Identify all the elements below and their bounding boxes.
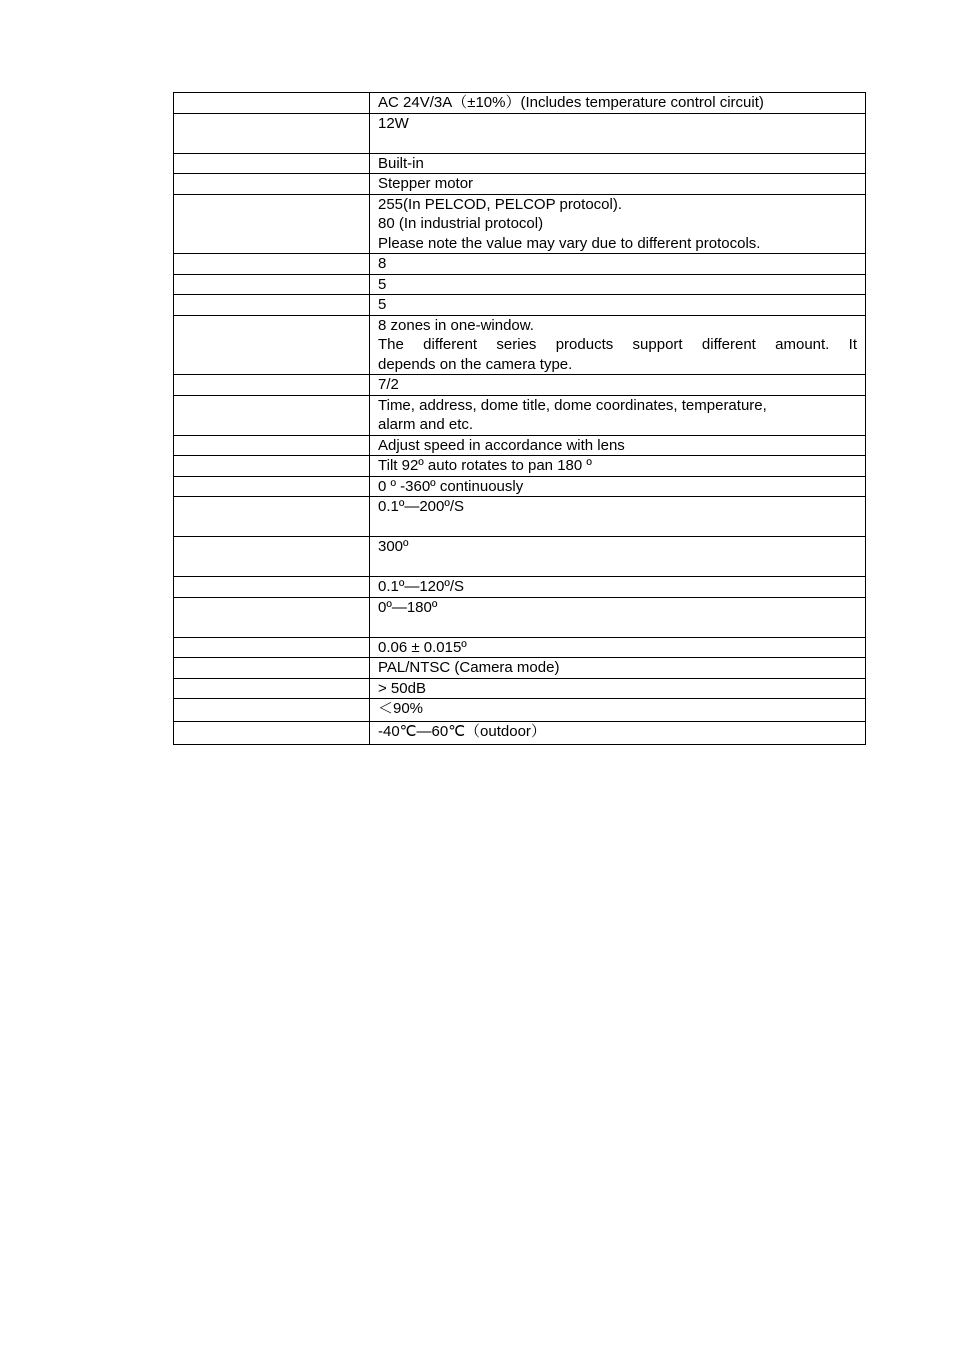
spec-label-cell (174, 153, 370, 174)
spec-value-cell (370, 699, 866, 722)
spec-value-cell (370, 456, 866, 477)
spec-value-line: 12W (378, 114, 409, 132)
table-row (174, 497, 866, 537)
specifications-table (173, 92, 866, 745)
spec-value-cell (370, 597, 866, 637)
specifications-table-body (174, 93, 866, 745)
spec-value-cell (370, 274, 866, 295)
table-row (174, 315, 866, 375)
spec-value-line: depends on the camera type. (378, 355, 573, 373)
spec-value-line: 7/2 (378, 376, 399, 393)
spec-label-cell (174, 597, 370, 637)
spec-label-cell (174, 678, 370, 699)
table-row (174, 476, 866, 497)
spec-value-cell (370, 395, 866, 435)
spec-value-cell (370, 153, 866, 174)
spec-value-cell (370, 435, 866, 456)
table-row (174, 295, 866, 316)
spec-value-line: Stepper motor (378, 175, 474, 192)
spec-label-cell (174, 395, 370, 435)
spec-label-cell (174, 295, 370, 316)
spec-label-cell (174, 93, 370, 114)
spec-value-line: 0 º -360º continuously (378, 477, 524, 495)
spec-value-cell (370, 254, 866, 275)
spec-value-line: Please note the value may vary due to different protocols. (378, 234, 761, 252)
spec-label-cell (174, 274, 370, 295)
spec-value-cell (370, 113, 866, 153)
table-row (174, 194, 866, 254)
spec-label-cell (174, 315, 370, 375)
spec-value-line: 300º (378, 538, 409, 555)
spec-value-line: ＜90% (378, 700, 424, 717)
spec-label-cell (174, 637, 370, 658)
spec-value-line: -40℃—60℃（outdoor） (378, 723, 546, 740)
table-row (174, 637, 866, 658)
spec-label-cell (174, 476, 370, 497)
spec-value-cell (370, 375, 866, 396)
table-row (174, 722, 866, 745)
spec-value-line: 0.1º—200º/S (378, 498, 465, 515)
spec-label-cell (174, 497, 370, 537)
spec-value-line: The different series products support different amount. It (378, 336, 857, 353)
spec-value-cell (370, 658, 866, 679)
table-row (174, 174, 866, 195)
spec-value-line: 5 (378, 296, 387, 313)
table-row (174, 577, 866, 598)
spec-label-cell (174, 174, 370, 195)
spec-value-cell (370, 678, 866, 699)
spec-value-line: Tilt 92º auto rotates to pan 180 º (378, 457, 592, 474)
spec-value-line: 0º—180º (378, 598, 438, 616)
spec-value-cell (370, 497, 866, 537)
spec-value-line: 255(In PELCOD, PELCOP protocol). (378, 195, 622, 213)
spec-value-line: 0.1º—120º/S (378, 578, 465, 595)
table-row (174, 274, 866, 295)
table-row (174, 113, 866, 153)
spec-value-cell (370, 194, 866, 254)
spec-value-cell (370, 722, 866, 745)
spec-value-line: 8 (378, 255, 387, 272)
spec-label-cell (174, 254, 370, 275)
spec-value-cell (370, 537, 866, 577)
spec-label-cell (174, 722, 370, 745)
spec-value-line: AC 24V/3A（±10%）(Includes temperature control circuit) (378, 94, 764, 111)
spec-label-cell (174, 194, 370, 254)
spec-label-cell (174, 537, 370, 577)
spec-value-cell (370, 476, 866, 497)
spec-value-line: alarm and etc. (378, 416, 474, 433)
spec-value-cell (370, 315, 866, 375)
table-row (174, 597, 866, 637)
spec-label-cell (174, 658, 370, 679)
spec-value-line: Time, address, dome title, dome coordinates, temperature, (378, 396, 767, 414)
table-row (174, 153, 866, 174)
spec-value-cell (370, 93, 866, 114)
spec-value-line: 80 (In industrial protocol) (378, 215, 544, 232)
spec-value-line: PAL/NTSC (Camera mode) (378, 659, 560, 676)
table-row (174, 658, 866, 679)
table-row (174, 537, 866, 577)
spec-value-line: > 50dB (378, 679, 426, 697)
spec-value-cell (370, 637, 866, 658)
spec-label-cell (174, 435, 370, 456)
table-row (174, 375, 866, 396)
spec-value-line: Adjust speed in accordance with lens (378, 436, 625, 454)
spec-label-cell (174, 699, 370, 722)
spec-value-line: Built-in (378, 154, 424, 172)
spec-value-cell (370, 295, 866, 316)
spec-value-cell (370, 577, 866, 598)
spec-value-line: 5 (378, 275, 387, 293)
table-row (174, 699, 866, 722)
spec-value-line: 8 zones in one-window. (378, 316, 534, 334)
spec-label-cell (174, 456, 370, 477)
spec-label-cell (174, 375, 370, 396)
table-row (174, 93, 866, 114)
table-row (174, 678, 866, 699)
spec-label-cell (174, 113, 370, 153)
spec-value-line: 0.06 ± 0.015º (378, 638, 467, 656)
spec-value-cell (370, 174, 866, 195)
spec-label-cell (174, 577, 370, 598)
table-row (174, 395, 866, 435)
table-row (174, 456, 866, 477)
table-row (174, 254, 866, 275)
table-row (174, 435, 866, 456)
